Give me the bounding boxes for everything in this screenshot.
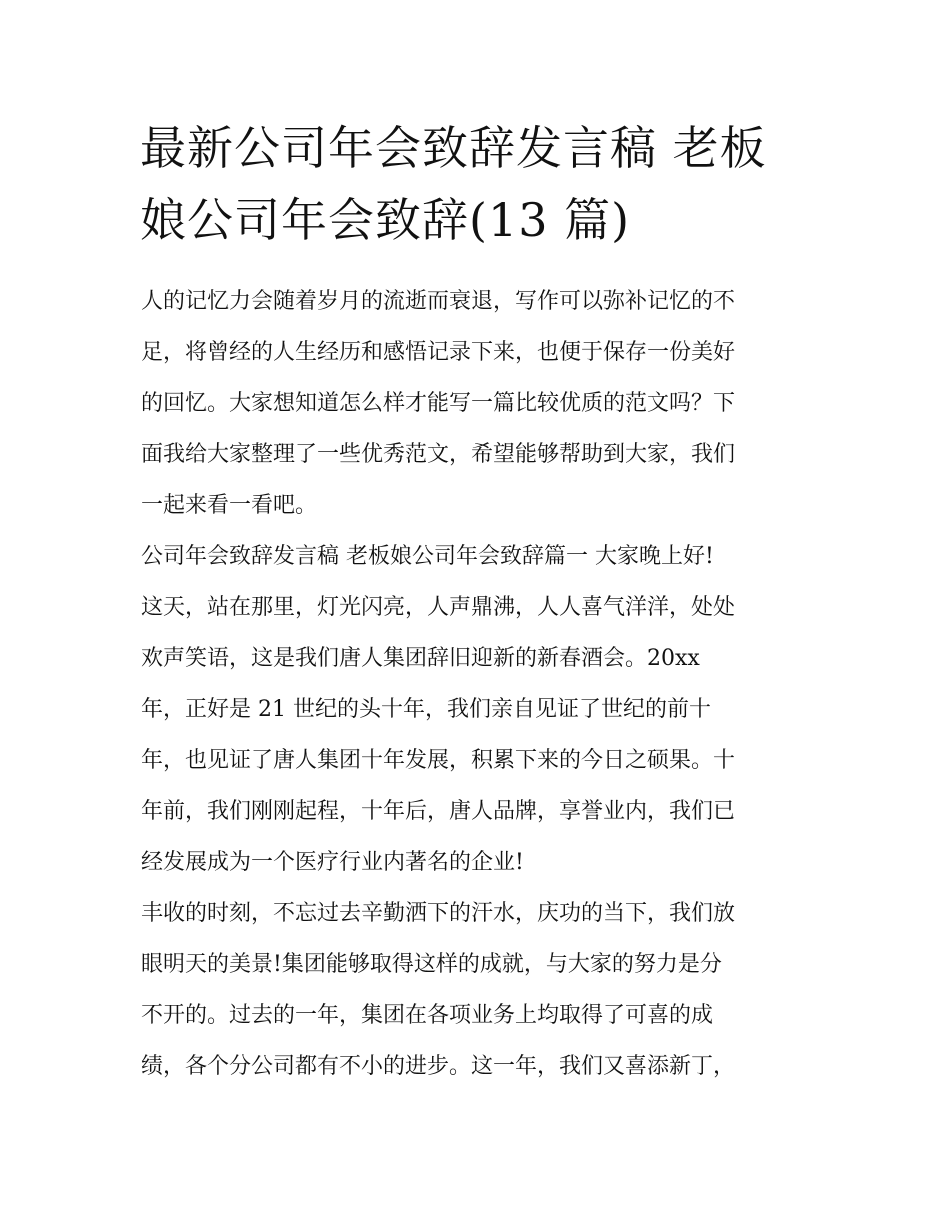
body-line: 年前，我们刚刚起程，十年后，唐人品牌，享誉业内，我们已: [141, 799, 736, 824]
body-line: 欢声笑语，这是我们唐人集团辞旧迎新的新春酒会。20xx: [141, 646, 700, 671]
title-line: 娘公司年会致辞(13 篇): [140, 193, 631, 247]
body-line: 不开的。过去的一年，集团在各项业务上均取得了可喜的成: [141, 1003, 714, 1028]
body-line: 一起来看一看吧。: [141, 493, 318, 518]
body-line: 年，也见证了唐人集团十年发展，积累下来的今日之硕果。十: [141, 748, 736, 773]
body-line: 的回忆。大家想知道怎么样才能写一篇比较优质的范文吗？下: [141, 391, 736, 416]
section-heading-line: 公司年会致辞发言稿 老板娘公司年会致辞篇一 大家晚上好!: [141, 544, 714, 569]
body-line: 年，正好是 21 世纪的头十年，我们亲自见证了世纪的前十: [141, 697, 711, 722]
body-line: 这天，站在那里，灯光闪亮，人声鼎沸，人人喜气洋洋，处处: [141, 595, 736, 620]
document-title: [140, 112, 820, 256]
body-line: 绩，各个分公司都有不小的进步。这一年，我们又喜添新丁，: [141, 1054, 736, 1079]
body-line: 人的记忆力会随着岁月的流逝而衰退，写作可以弥补记忆的不: [141, 289, 736, 314]
body-line: 经发展成为一个医疗行业内著名的企业!: [141, 850, 524, 875]
title-line: 最新公司年会致辞发言稿 老板: [140, 121, 767, 175]
document-body: [141, 276, 821, 1092]
body-line: 面我给大家整理了一些优秀范文，希望能够帮助到大家，我们: [141, 442, 736, 467]
body-line: 眼明天的美景!集团能够取得这样的成就，与大家的努力是分: [141, 952, 722, 977]
body-line: 丰收的时刻，不忘过去辛勤洒下的汗水，庆功的当下，我们放: [141, 901, 736, 926]
body-line: 足，将曾经的人生经历和感悟记录下来，也便于保存一份美好: [141, 340, 736, 365]
